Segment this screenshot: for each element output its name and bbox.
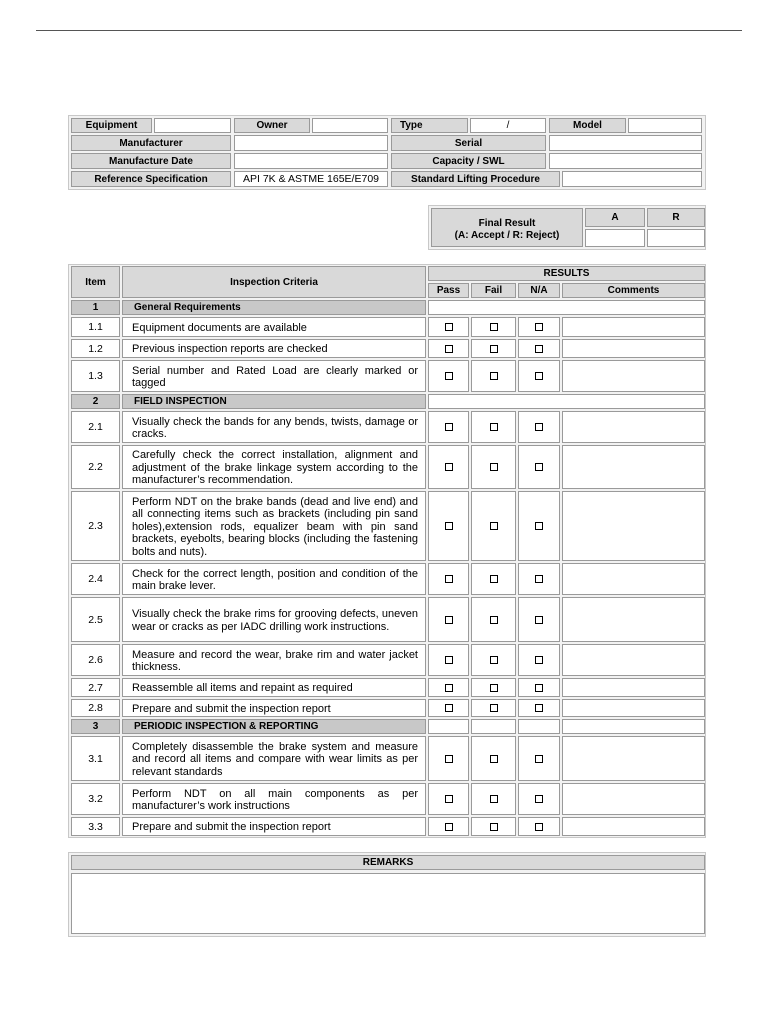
section-pass-blank [428, 719, 469, 734]
top-rule [36, 30, 742, 31]
na-checkbox[interactable] [518, 411, 560, 443]
model-label: Model [549, 118, 626, 133]
lifting-procedure-label: Standard Lifting Procedure [391, 171, 560, 187]
remarks-field[interactable] [71, 873, 705, 934]
section-number: 1 [71, 300, 120, 315]
fail-column-header: Fail [471, 283, 516, 298]
criteria-text-content: Equipment documents are available [132, 321, 307, 334]
criteria-column-header: Inspection Criteria [122, 266, 426, 298]
criteria-text-content: Measure and record the wear, brake rim and water jacket thickness. [132, 648, 418, 673]
criteria-text-content: Serial number and Rated Load are clearly marked or tagged [132, 364, 418, 389]
na-checkbox[interactable] [518, 491, 560, 561]
capacity-field[interactable] [549, 153, 702, 169]
section-na-blank [518, 719, 560, 734]
final-result-line1: Final Result [478, 217, 536, 229]
item-number: 2.3 [71, 491, 120, 561]
criteria-text-content: Perform NDT on the brake bands (dead and live end) and all connecting items such as brackets (including pin sand holes),extension rods, equalizer beam with pin sand brackets, eyebolts, bearing blocks (including the fastening bolts and nuts). [132, 495, 418, 558]
criteria-text [122, 736, 426, 781]
criteria-text [122, 678, 426, 697]
item-number: 1.3 [71, 360, 120, 392]
criteria-text-content: Visually check the bands for any bends, twists, damage or cracks. [132, 415, 418, 440]
criteria-text [122, 699, 426, 717]
pass-checkbox[interactable] [428, 317, 469, 337]
criteria-text-content: Prepare and submit the inspection report [132, 702, 331, 715]
pass-checkbox[interactable] [428, 678, 469, 697]
fail-checkbox[interactable] [471, 445, 516, 489]
criteria-text [122, 563, 426, 595]
item-number: 1.1 [71, 317, 120, 337]
item-number: 2.4 [71, 563, 120, 595]
criteria-text [122, 597, 426, 642]
criteria-text-content: Completely disassemble the brake system and measure and record all items and compare with wear limits as per relevant standards [132, 740, 418, 778]
item-number: 1.2 [71, 339, 120, 358]
fail-checkbox[interactable] [471, 817, 516, 836]
comments-field[interactable] [562, 783, 705, 815]
criteria-text [122, 360, 426, 392]
criteria-text [122, 783, 426, 815]
comments-field[interactable] [562, 644, 705, 676]
section-number: 2 [71, 394, 120, 409]
final-result-a-field[interactable] [585, 229, 645, 247]
section-title: General Requirements [122, 300, 426, 315]
comments-field[interactable] [562, 563, 705, 595]
serial-label: Serial [391, 135, 546, 151]
pass-checkbox[interactable] [428, 736, 469, 781]
item-number: 2.7 [71, 678, 120, 697]
item-number: 2.1 [71, 411, 120, 443]
fail-checkbox[interactable] [471, 699, 516, 717]
model-field[interactable] [628, 118, 702, 133]
fail-checkbox[interactable] [471, 491, 516, 561]
fail-checkbox[interactable] [471, 597, 516, 642]
final-result-line2: (A: Accept / R: Reject) [454, 229, 560, 241]
fail-checkbox[interactable] [471, 317, 516, 337]
criteria-text [122, 317, 426, 337]
owner-field[interactable] [312, 118, 388, 133]
lifting-procedure-field[interactable] [562, 171, 702, 187]
reference-spec-field[interactable]: API 7K & ASTME 165E/E709 [234, 171, 388, 187]
item-number: 2.5 [71, 597, 120, 642]
final-result-r-field[interactable] [647, 229, 705, 247]
results-header: RESULTS [428, 266, 705, 281]
item-number: 2.8 [71, 699, 120, 717]
na-checkbox[interactable] [518, 783, 560, 815]
pass-checkbox[interactable] [428, 491, 469, 561]
na-column-header: N/A [518, 283, 560, 298]
comments-field[interactable] [562, 736, 705, 781]
criteria-text-content: Carefully check the correct installation, alignment and adjustment of the brake linkage system according to the manufacturer’s recommendation. [132, 449, 418, 487]
comments-field[interactable] [562, 411, 705, 443]
fail-checkbox[interactable] [471, 411, 516, 443]
criteria-text [122, 339, 426, 358]
owner-label: Owner [234, 118, 310, 133]
criteria-text [122, 445, 426, 489]
equipment-label: Equipment [71, 118, 152, 133]
final-result-r-header: R [647, 208, 705, 227]
item-number: 3.2 [71, 783, 120, 815]
na-checkbox[interactable] [518, 339, 560, 358]
pass-checkbox[interactable] [428, 783, 469, 815]
fail-checkbox[interactable] [471, 563, 516, 595]
pass-checkbox[interactable] [428, 597, 469, 642]
equipment-field[interactable] [154, 118, 231, 133]
pass-checkbox[interactable] [428, 360, 469, 392]
item-number: 3.3 [71, 817, 120, 836]
fail-checkbox[interactable] [471, 783, 516, 815]
pass-column-header: Pass [428, 283, 469, 298]
item-number: 2.6 [71, 644, 120, 676]
section-results-blank [428, 394, 705, 409]
criteria-text-content: Visually check the brake rims for grooving defects, uneven wear or cracks as per IADC drilling work instructions. [132, 608, 418, 633]
pass-checkbox[interactable] [428, 563, 469, 595]
pass-checkbox[interactable] [428, 644, 469, 676]
criteria-text [122, 411, 426, 443]
section-title: FIELD INSPECTION [122, 394, 426, 409]
fail-checkbox[interactable] [471, 644, 516, 676]
capacity-label: Capacity / SWL [391, 153, 546, 169]
type-label: Type [391, 118, 468, 133]
type-field[interactable]: / [470, 118, 546, 133]
manufacture-date-label: Manufacture Date [71, 153, 231, 169]
criteria-text-content: Previous inspection reports are checked [132, 343, 328, 356]
reference-spec-label: Reference Specification [71, 171, 231, 187]
section-comments-blank [562, 719, 705, 734]
fail-checkbox[interactable] [471, 339, 516, 358]
na-checkbox[interactable] [518, 317, 560, 337]
fail-checkbox[interactable] [471, 736, 516, 781]
comments-field[interactable] [562, 445, 705, 489]
comments-field[interactable] [562, 678, 705, 697]
comments-field[interactable] [562, 491, 705, 561]
comments-field[interactable] [562, 817, 705, 836]
pass-checkbox[interactable] [428, 411, 469, 443]
comments-field[interactable] [562, 317, 705, 337]
na-checkbox[interactable] [518, 563, 560, 595]
comments-field[interactable] [562, 339, 705, 358]
final-result-a-header: A [585, 208, 645, 227]
section-number: 3 [71, 719, 120, 734]
na-checkbox[interactable] [518, 817, 560, 836]
pass-checkbox[interactable] [428, 817, 469, 836]
serial-field[interactable] [549, 135, 702, 151]
remarks-label: REMARKS [71, 855, 705, 870]
manufacturer-label: Manufacturer [71, 135, 231, 151]
criteria-text-content: Prepare and submit the inspection report [132, 821, 331, 834]
comments-column-header: Comments [562, 283, 705, 298]
na-checkbox[interactable] [518, 699, 560, 717]
comments-field[interactable] [562, 699, 705, 717]
na-checkbox[interactable] [518, 360, 560, 392]
pass-checkbox[interactable] [428, 699, 469, 717]
manufacture-date-field[interactable] [234, 153, 388, 169]
item-column-header: Item [71, 266, 120, 298]
criteria-text [122, 817, 426, 836]
criteria-text [122, 491, 426, 561]
na-checkbox[interactable] [518, 445, 560, 489]
section-results-blank [428, 300, 705, 315]
section-fail-blank [471, 719, 516, 734]
pass-checkbox[interactable] [428, 445, 469, 489]
na-checkbox[interactable] [518, 597, 560, 642]
criteria-text-content: Check for the correct length, position and condition of the main brake lever. [132, 567, 418, 592]
comments-field[interactable] [562, 597, 705, 642]
item-number: 3.1 [71, 736, 120, 781]
criteria-text [122, 644, 426, 676]
fail-checkbox[interactable] [471, 678, 516, 697]
na-checkbox[interactable] [518, 678, 560, 697]
criteria-text-content: Perform NDT on all main components as per manufacturer’s work instructions [132, 787, 418, 812]
fail-checkbox[interactable] [471, 360, 516, 392]
item-number: 2.2 [71, 445, 120, 489]
section-title: PERIODIC INSPECTION & REPORTING [122, 719, 426, 734]
manufacturer-field[interactable] [234, 135, 388, 151]
pass-checkbox[interactable] [428, 339, 469, 358]
criteria-text-content: Reassemble all items and repaint as required [132, 682, 353, 695]
comments-field[interactable] [562, 360, 705, 392]
na-checkbox[interactable] [518, 644, 560, 676]
final-result-label [431, 208, 583, 247]
na-checkbox[interactable] [518, 736, 560, 781]
